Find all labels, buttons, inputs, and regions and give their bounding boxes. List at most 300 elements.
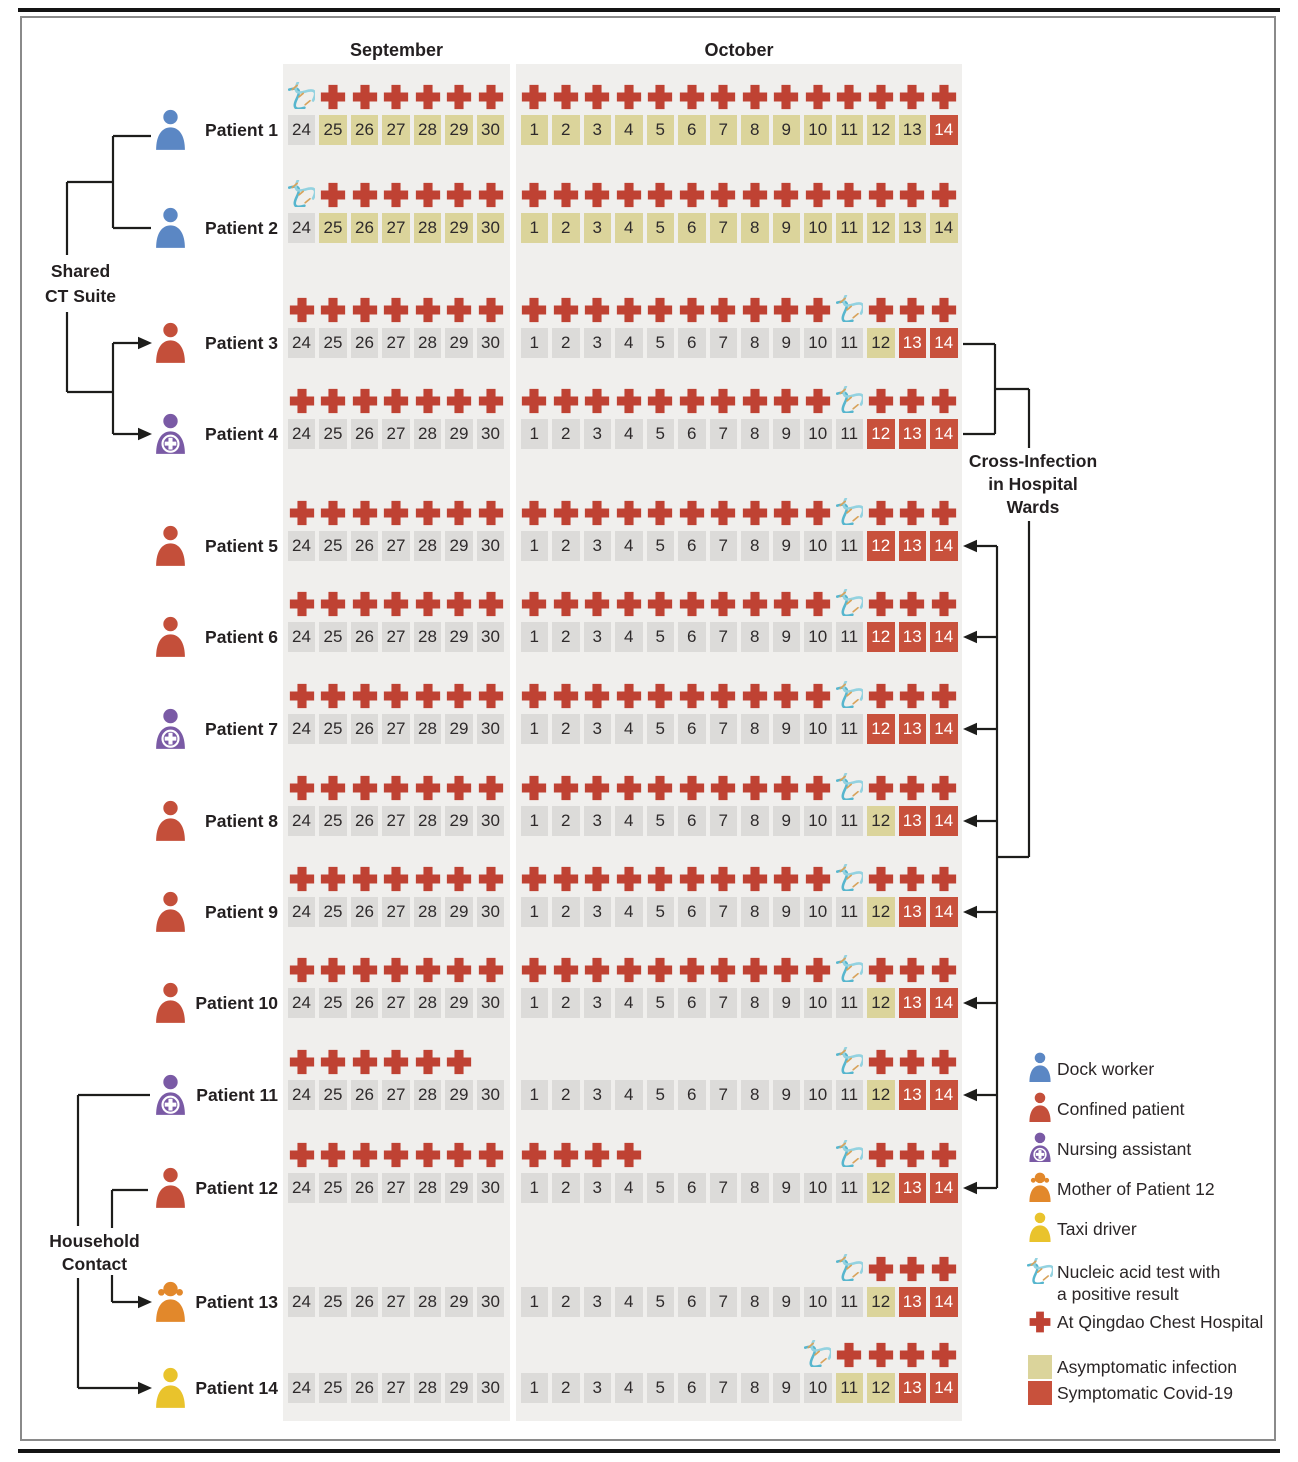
at-hospital-marker-october-8 [741, 682, 769, 710]
day-cell-october-5: 5 [647, 1173, 675, 1203]
day-cell-october-5: 5 [647, 115, 675, 145]
hospital-cross-icon [772, 956, 800, 984]
day-cell-october-11: 11 [836, 1373, 864, 1403]
day-cell-october-1: 1 [521, 213, 549, 243]
hospital-cross-icon [646, 865, 674, 893]
day-cell-october-14: 14 [930, 714, 958, 744]
day-cell-september-30: 30 [477, 622, 505, 652]
hospital-cross-icon [477, 387, 505, 415]
hospital-cross-icon [319, 956, 347, 984]
day-cell-october-2: 2 [552, 1287, 580, 1317]
day-cell-october-7: 7 [710, 622, 738, 652]
at-hospital-marker-october-6 [678, 499, 706, 527]
hospital-cross-icon [552, 682, 580, 710]
at-hospital-marker-october-10 [804, 181, 832, 209]
hospital-cross-icon [552, 1141, 580, 1169]
hospital-cross-icon [741, 296, 769, 324]
at-hospital-marker-october-13 [898, 1341, 926, 1369]
at-hospital-marker-october-14 [930, 296, 958, 324]
day-cell-september-30: 30 [477, 115, 505, 145]
day-cell-september-30: 30 [477, 1287, 505, 1317]
hospital-cross-icon [930, 956, 958, 984]
at-hospital-marker-october-7 [709, 865, 737, 893]
hospital-cross-icon [898, 1048, 926, 1076]
hospital-cross-icon [583, 774, 611, 802]
at-hospital-marker-september-28 [414, 774, 442, 802]
at-hospital-marker-september-27 [382, 499, 410, 527]
hospital-cross-icon [288, 774, 316, 802]
hospital-cross-icon [804, 181, 832, 209]
patient-3-label: Patient 3 [205, 333, 278, 353]
at-hospital-marker-october-5 [646, 83, 674, 111]
at-hospital-marker-september-25 [319, 1141, 347, 1169]
day-cell-october-10: 10 [804, 1080, 832, 1110]
hospital-cross-icon [445, 181, 473, 209]
day-cell-october-3: 3 [584, 1080, 612, 1110]
day-cell-october-9: 9 [773, 531, 801, 561]
day-cell-october-2: 2 [552, 419, 580, 449]
day-cell-october-3: 3 [584, 714, 612, 744]
hospital-cross-icon [288, 590, 316, 618]
at-hospital-marker-september-25 [319, 499, 347, 527]
hospital-cross-icon [646, 83, 674, 111]
at-hospital-marker-october-1 [520, 181, 548, 209]
at-hospital-marker-october-10 [804, 956, 832, 984]
day-cell-september-25: 25 [319, 1287, 347, 1317]
hospital-cross-icon [552, 956, 580, 984]
hospital-cross-icon [445, 296, 473, 324]
at-hospital-marker-october-6 [678, 956, 706, 984]
hospital-cross-icon [930, 387, 958, 415]
day-cell-october-4: 4 [615, 1287, 643, 1317]
at-hospital-marker-october-3 [583, 83, 611, 111]
hospital-cross-icon [414, 499, 442, 527]
at-hospital-marker-october-14 [930, 1141, 958, 1169]
hospital-cross-icon [477, 83, 505, 111]
at-hospital-marker-october-12 [867, 83, 895, 111]
at-hospital-marker-september-25 [319, 682, 347, 710]
day-cell-october-3: 3 [584, 531, 612, 561]
day-cell-october-12: 12 [867, 1173, 895, 1203]
hospital-cross-icon [520, 83, 548, 111]
at-hospital-marker-september-30 [477, 682, 505, 710]
at-hospital-marker-october-5 [646, 387, 674, 415]
hospital-cross-icon [709, 590, 737, 618]
day-cell-september-28: 28 [414, 897, 442, 927]
hospital-cross-icon [445, 774, 473, 802]
day-cell-october-8: 8 [741, 328, 769, 358]
at-hospital-marker-september-25 [319, 296, 347, 324]
hospital-cross-icon [414, 387, 442, 415]
day-cell-october-13: 13 [899, 328, 927, 358]
day-cell-october-11: 11 [836, 714, 864, 744]
at-hospital-marker-september-29 [445, 1048, 473, 1076]
hospital-cross-icon [678, 296, 706, 324]
at-hospital-marker-october-14 [930, 774, 958, 802]
legend-taxi-icon [1027, 1212, 1053, 1242]
day-cell-september-24: 24 [288, 622, 316, 652]
at-hospital-marker-october-11 [835, 83, 863, 111]
legend-dna-icon [1027, 1258, 1053, 1284]
day-cell-october-4: 4 [615, 213, 643, 243]
day-cell-october-8: 8 [741, 213, 769, 243]
day-cell-september-27: 27 [382, 213, 410, 243]
legend-confined-label: Confined patient [1057, 1099, 1185, 1119]
day-cell-september-26: 26 [351, 328, 379, 358]
october-header: October [704, 40, 774, 60]
dna-icon [836, 1140, 863, 1167]
at-hospital-marker-september-28 [414, 387, 442, 415]
hospital-cross-icon [552, 590, 580, 618]
at-hospital-marker-september-25 [319, 774, 347, 802]
hospital-cross-icon [351, 499, 379, 527]
day-cell-september-24: 24 [288, 1287, 316, 1317]
at-hospital-marker-september-24 [288, 774, 316, 802]
hospital-cross-icon [615, 181, 643, 209]
at-hospital-marker-october-3 [583, 181, 611, 209]
day-cell-october-3: 3 [584, 213, 612, 243]
legend-dock-worker-label: Dock worker [1057, 1059, 1155, 1079]
at-hospital-marker-october-5 [646, 499, 674, 527]
at-hospital-marker-october-1 [520, 774, 548, 802]
hospital-cross-icon [520, 774, 548, 802]
dna-icon [836, 386, 863, 413]
hospital-cross-icon [678, 956, 706, 984]
day-cell-september-27: 27 [382, 1173, 410, 1203]
hospital-cross-icon [615, 774, 643, 802]
at-hospital-marker-october-6 [678, 865, 706, 893]
at-hospital-marker-october-14 [930, 387, 958, 415]
at-hospital-marker-october-13 [898, 499, 926, 527]
day-cell-october-8: 8 [741, 897, 769, 927]
day-cell-october-14: 14 [930, 419, 958, 449]
hospital-cross-icon [898, 956, 926, 984]
hospital-cross-icon [382, 181, 410, 209]
hospital-cross-icon [772, 181, 800, 209]
day-cell-september-28: 28 [414, 115, 442, 145]
at-hospital-marker-september-25 [319, 83, 347, 111]
at-hospital-marker-october-2 [552, 865, 580, 893]
dock-worker-person-icon [1027, 1052, 1053, 1082]
hospital-cross-icon [772, 387, 800, 415]
hospital-cross-icon [835, 181, 863, 209]
patient-14-label: Patient 14 [195, 1378, 278, 1398]
hospital-cross-icon [583, 499, 611, 527]
day-cell-september-25: 25 [319, 897, 347, 927]
day-cell-october-9: 9 [773, 806, 801, 836]
hospital-cross-icon [867, 499, 895, 527]
day-cell-october-2: 2 [552, 897, 580, 927]
at-hospital-marker-october-2 [552, 499, 580, 527]
hospital-cross-icon [382, 682, 410, 710]
day-cell-october-13: 13 [899, 531, 927, 561]
hospital-cross-icon [615, 590, 643, 618]
at-hospital-marker-september-24 [288, 865, 316, 893]
hospital-cross-icon [445, 956, 473, 984]
hospital-cross-icon [414, 956, 442, 984]
day-cell-september-30: 30 [477, 1080, 505, 1110]
hospital-cross-icon [288, 296, 316, 324]
day-cell-september-27: 27 [382, 714, 410, 744]
top-rule [18, 8, 1280, 12]
positive-test-marker-october-11 [836, 681, 863, 708]
day-cell-october-12: 12 [867, 531, 895, 561]
patient-8-label: Patient 8 [205, 811, 278, 831]
day-cell-october-6: 6 [678, 714, 706, 744]
day-cell-october-13: 13 [899, 714, 927, 744]
day-cell-september-28: 28 [414, 988, 442, 1018]
patient-12-label: Patient 12 [195, 1178, 278, 1198]
hospital-cross-icon [520, 590, 548, 618]
at-hospital-marker-october-13 [898, 296, 926, 324]
at-hospital-marker-october-14 [930, 1048, 958, 1076]
hospital-cross-icon [319, 1141, 347, 1169]
at-hospital-marker-october-13 [898, 83, 926, 111]
day-cell-october-2: 2 [552, 622, 580, 652]
dna-icon [288, 180, 315, 207]
at-hospital-marker-october-1 [520, 956, 548, 984]
day-cell-september-25: 25 [319, 531, 347, 561]
day-cell-october-6: 6 [678, 988, 706, 1018]
hospital-cross-icon [741, 181, 769, 209]
at-hospital-marker-september-24 [288, 956, 316, 984]
hospital-cross-icon [615, 499, 643, 527]
day-cell-september-30: 30 [477, 897, 505, 927]
hospital-cross-icon [804, 296, 832, 324]
at-hospital-marker-october-3 [583, 387, 611, 415]
dna-icon [804, 1340, 831, 1367]
at-hospital-marker-october-9 [772, 956, 800, 984]
hospital-cross-icon [414, 296, 442, 324]
at-hospital-marker-october-9 [772, 774, 800, 802]
day-cell-september-27: 27 [382, 622, 410, 652]
at-hospital-marker-september-30 [477, 865, 505, 893]
at-hospital-marker-october-13 [898, 1141, 926, 1169]
hospital-cross-icon [709, 865, 737, 893]
at-hospital-marker-october-14 [930, 83, 958, 111]
day-cell-september-25: 25 [319, 1373, 347, 1403]
at-hospital-marker-october-12 [867, 774, 895, 802]
at-hospital-marker-september-26 [351, 296, 379, 324]
day-cell-october-8: 8 [741, 1287, 769, 1317]
hospital-cross-icon [445, 83, 473, 111]
legend-cross-label: At Qingdao Chest Hospital [1057, 1312, 1264, 1332]
at-hospital-marker-october-7 [709, 387, 737, 415]
hospital-cross-icon [930, 499, 958, 527]
hospital-cross-icon [709, 774, 737, 802]
at-hospital-marker-october-6 [678, 682, 706, 710]
day-cell-october-8: 8 [741, 1080, 769, 1110]
at-hospital-marker-october-3 [583, 590, 611, 618]
at-hospital-marker-september-28 [414, 1048, 442, 1076]
day-cell-october-11: 11 [836, 115, 864, 145]
dna-icon [836, 864, 863, 891]
hospital-cross-icon [382, 590, 410, 618]
day-cell-september-29: 29 [445, 419, 473, 449]
day-cell-october-6: 6 [678, 531, 706, 561]
at-hospital-marker-september-30 [477, 181, 505, 209]
day-cell-october-9: 9 [773, 213, 801, 243]
day-cell-october-6: 6 [678, 897, 706, 927]
at-hospital-marker-september-26 [351, 956, 379, 984]
day-cell-september-25: 25 [319, 1173, 347, 1203]
hospital-cross-icon [520, 956, 548, 984]
at-hospital-marker-september-30 [477, 956, 505, 984]
day-cell-september-26: 26 [351, 1080, 379, 1110]
day-cell-october-14: 14 [930, 1173, 958, 1203]
day-cell-october-13: 13 [899, 806, 927, 836]
hospital-cross-icon [288, 956, 316, 984]
hospital-cross-icon [288, 1141, 316, 1169]
hospital-cross-icon [414, 83, 442, 111]
bottom-rule [18, 1449, 1280, 1453]
hospital-cross-icon [382, 387, 410, 415]
at-hospital-marker-october-4 [615, 956, 643, 984]
at-hospital-marker-october-14 [930, 590, 958, 618]
hospital-cross-icon [445, 865, 473, 893]
hospital-cross-icon [772, 590, 800, 618]
day-cell-october-14: 14 [930, 1373, 958, 1403]
hospital-cross-icon [445, 499, 473, 527]
hospital-cross-icon [646, 499, 674, 527]
day-cell-october-12: 12 [867, 806, 895, 836]
hospital-cross-icon [709, 387, 737, 415]
hospital-cross-icon [319, 296, 347, 324]
at-hospital-marker-september-28 [414, 181, 442, 209]
hospital-cross-icon [520, 865, 548, 893]
day-cell-october-6: 6 [678, 1173, 706, 1203]
at-hospital-marker-september-30 [477, 387, 505, 415]
at-hospital-marker-october-4 [615, 83, 643, 111]
hospital-cross-icon [930, 1341, 958, 1369]
day-cell-september-28: 28 [414, 1080, 442, 1110]
hospital-cross-icon [477, 499, 505, 527]
hospital-cross-icon [477, 774, 505, 802]
day-cell-october-10: 10 [804, 897, 832, 927]
day-cell-october-4: 4 [615, 622, 643, 652]
day-cell-october-10: 10 [804, 213, 832, 243]
day-cell-october-9: 9 [773, 1287, 801, 1317]
day-cell-september-24: 24 [288, 531, 316, 561]
at-hospital-marker-october-8 [741, 956, 769, 984]
day-cell-september-25: 25 [319, 714, 347, 744]
hospital-cross-icon [709, 956, 737, 984]
hospital-cross-icon [646, 296, 674, 324]
hospital-cross-icon [414, 865, 442, 893]
at-hospital-marker-october-14 [930, 499, 958, 527]
day-cell-october-2: 2 [552, 213, 580, 243]
day-cell-september-29: 29 [445, 1080, 473, 1110]
at-hospital-marker-october-1 [520, 83, 548, 111]
hospital-cross-icon [772, 774, 800, 802]
at-hospital-marker-october-12 [867, 590, 895, 618]
day-cell-october-8: 8 [741, 714, 769, 744]
at-hospital-marker-october-6 [678, 774, 706, 802]
hospital-cross-icon [583, 387, 611, 415]
day-cell-october-11: 11 [836, 1080, 864, 1110]
hospital-cross-icon [867, 682, 895, 710]
mother-person-icon [1027, 1172, 1053, 1202]
at-hospital-marker-october-8 [741, 865, 769, 893]
day-cell-september-29: 29 [445, 806, 473, 836]
at-hospital-marker-september-30 [477, 83, 505, 111]
hospital-cross-icon [583, 83, 611, 111]
patient-4-label: Patient 4 [205, 424, 278, 444]
dna-icon [836, 1047, 863, 1074]
hospital-cross-icon [552, 865, 580, 893]
positive-test-marker-october-11 [836, 386, 863, 413]
at-hospital-marker-september-29 [445, 865, 473, 893]
hospital-cross-icon [351, 682, 379, 710]
day-cell-october-3: 3 [584, 622, 612, 652]
day-cell-september-28: 28 [414, 213, 442, 243]
hospital-cross-icon [477, 956, 505, 984]
patient-9-label: Patient 9 [205, 902, 278, 922]
day-cell-september-24: 24 [288, 1373, 316, 1403]
hospital-cross-icon [351, 956, 379, 984]
hospital-cross-icon [583, 865, 611, 893]
day-cell-september-28: 28 [414, 1287, 442, 1317]
hospital-cross-icon [930, 682, 958, 710]
hospital-cross-icon [646, 682, 674, 710]
at-hospital-marker-october-12 [867, 1141, 895, 1169]
hospital-cross-icon [646, 387, 674, 415]
at-hospital-marker-september-26 [351, 590, 379, 618]
day-cell-october-11: 11 [836, 1287, 864, 1317]
day-cell-september-27: 27 [382, 1080, 410, 1110]
hospital-cross-icon [867, 1141, 895, 1169]
at-hospital-marker-october-1 [520, 499, 548, 527]
day-cell-october-13: 13 [899, 988, 927, 1018]
shared-ct-suite-label-line1: Shared [50, 261, 111, 281]
at-hospital-marker-september-26 [351, 1141, 379, 1169]
at-hospital-marker-october-2 [552, 590, 580, 618]
day-cell-october-1: 1 [521, 328, 549, 358]
day-cell-october-11: 11 [836, 622, 864, 652]
day-cell-october-14: 14 [930, 1287, 958, 1317]
day-cell-october-12: 12 [867, 419, 895, 449]
at-hospital-marker-september-24 [288, 296, 316, 324]
hospital-cross-icon [772, 83, 800, 111]
at-hospital-marker-october-12 [867, 1255, 895, 1283]
at-hospital-marker-october-7 [709, 956, 737, 984]
at-hospital-marker-october-10 [804, 296, 832, 324]
day-cell-september-28: 28 [414, 328, 442, 358]
day-cell-october-4: 4 [615, 115, 643, 145]
day-cell-september-24: 24 [288, 897, 316, 927]
day-cell-october-2: 2 [552, 1373, 580, 1403]
at-hospital-marker-september-29 [445, 956, 473, 984]
day-cell-september-30: 30 [477, 1173, 505, 1203]
hospital-cross-icon [445, 1141, 473, 1169]
hospital-cross-icon [477, 181, 505, 209]
day-cell-october-1: 1 [521, 419, 549, 449]
day-cell-october-5: 5 [647, 897, 675, 927]
at-hospital-marker-october-12 [867, 499, 895, 527]
hospital-cross-icon [772, 296, 800, 324]
day-cell-september-27: 27 [382, 988, 410, 1018]
hospital-cross-icon [867, 1341, 895, 1369]
at-hospital-marker-september-30 [477, 296, 505, 324]
day-cell-september-25: 25 [319, 988, 347, 1018]
at-hospital-marker-september-28 [414, 499, 442, 527]
hospital-cross-icon [930, 774, 958, 802]
hospital-cross-icon [520, 1141, 548, 1169]
at-hospital-marker-october-1 [520, 590, 548, 618]
day-cell-september-24: 24 [288, 213, 316, 243]
day-cell-october-1: 1 [521, 1373, 549, 1403]
day-cell-october-10: 10 [804, 1173, 832, 1203]
